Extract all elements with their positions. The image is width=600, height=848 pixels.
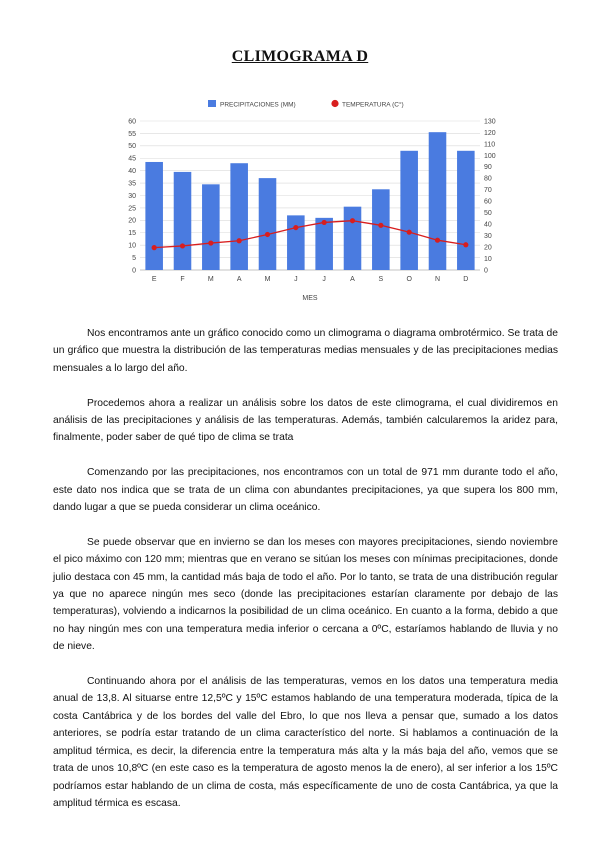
y-right-tick-label: 30 <box>484 233 492 241</box>
y-left-tick-label: 5 <box>132 254 136 262</box>
legend-swatch-temperature <box>331 100 338 107</box>
temperature-point <box>237 238 242 243</box>
y-right-tick-label: 0 <box>484 267 488 275</box>
climograph-chart <box>110 94 510 309</box>
temperature-point <box>350 218 355 223</box>
y-right-tick-label: 100 <box>484 152 496 160</box>
precipitation-bar <box>400 151 418 270</box>
x-tick-label: A <box>350 276 355 283</box>
y-right-tick-label: 120 <box>484 129 496 137</box>
y-right-tick-label: 130 <box>484 118 496 126</box>
y-right-tick-label: 50 <box>484 210 492 218</box>
y-left-tick-label: 30 <box>128 192 136 200</box>
precipitation-bar <box>457 151 475 270</box>
x-tick-label: M <box>264 276 271 283</box>
y-left-tick-label: 60 <box>128 118 136 126</box>
body-text <box>53 325 558 830</box>
x-axis-label: MES <box>302 295 318 302</box>
temperature-point <box>265 232 270 237</box>
x-tick-label: S <box>378 276 384 283</box>
temperature-point <box>322 220 327 225</box>
y-left-tick-label: 50 <box>128 143 136 151</box>
x-tick-label: J <box>294 276 298 283</box>
temperature-line <box>154 221 466 248</box>
y-left-tick-label: 15 <box>128 230 136 238</box>
y-left-tick-label: 10 <box>128 242 136 250</box>
precipitation-bar <box>287 215 305 270</box>
precipitation-bar <box>429 132 447 270</box>
y-right-tick-label: 70 <box>484 187 492 195</box>
y-left-tick-label: 20 <box>128 217 136 225</box>
paragraph: Procedemos ahora a realizar un análisis sobre los datos de este climograma, el cual dividiremos en análisis de las precipitaciones y análisis de las temperaturas. Además, también calcularemos la aridez para, finalmente, poder saber de qué tipo de clima se trata <box>53 397 558 444</box>
x-tick-label: N <box>434 276 441 283</box>
precipitation-bar <box>344 207 362 270</box>
x-tick-label: M <box>207 276 214 283</box>
y-left-tick-label: 35 <box>128 180 136 188</box>
x-tick-label: D <box>463 276 469 283</box>
precipitation-bar <box>145 162 163 270</box>
y-left-tick-label: 25 <box>128 205 136 213</box>
y-right-tick-label: 10 <box>484 255 492 263</box>
x-tick-label: J <box>322 276 326 283</box>
paragraph: Se puede observar que en invierno se dan los meses con mayores precipitaciones, siendo noviembre el pico máximo con 120 mm; mientras que en verano se sitúan los meses con mínimas precipitaciones, donde julio destaca con 45 mm, la cantidad más baja de todo el año. Por lo tanto, se trata de una distribución regular ya que no aparece ningún mes seco (donde las precipitaciones estarían claramente por debajo de las temperaturas), volviendo a indicarnos la posibilidad de un clima oceánico. En cuanto a la forma, debido a que no hay ningún mes con una temperatura media inferior o cercana a 0ºC, estaríamos hablando de lluvia y no de nieve. <box>53 536 558 653</box>
x-tick-label: E <box>151 276 157 283</box>
y-right-tick-label: 90 <box>484 164 492 172</box>
y-right-tick-label: 60 <box>484 198 492 206</box>
temperature-point <box>152 245 157 250</box>
y-right-tick-label: 80 <box>484 175 492 183</box>
y-left-tick-label: 55 <box>128 130 136 138</box>
precipitation-bar <box>202 184 220 270</box>
temperature-point <box>378 223 383 228</box>
temperature-point <box>463 242 468 247</box>
temperature-point <box>208 240 213 245</box>
temperature-point <box>293 225 298 230</box>
y-right-tick-label: 40 <box>484 221 492 229</box>
y-left-tick-label: 45 <box>128 155 136 163</box>
paragraph: Comenzando por las precipitaciones, nos encontramos con un total de 971 mm durante todo el año, este dato nos indica que se trata de un clima con abundantes precipitaciones, ya que supera los 800 mm, dando lugar a que se pueda considerar un clima oceánico. <box>53 467 558 514</box>
x-tick-label: A <box>236 276 242 283</box>
y-right-tick-label: 20 <box>484 244 492 252</box>
legend-label-precipitation: PRECIPITACIONES (MM) <box>220 101 296 109</box>
legend-swatch-precipitation <box>208 100 216 107</box>
legend-label-temperature: TEMPERATURA (C°) <box>342 101 404 109</box>
precipitation-bar <box>230 163 248 270</box>
y-left-tick-label: 0 <box>132 267 136 275</box>
temperature-point <box>180 243 185 248</box>
paragraph: Nos encontramos ante un gráfico conocido como un climograma o diagrama ombrotérmico. Se trata de un gráfico que muestra la distribución de las temperaturas medias mensuales y de las precipitaciones medias mensuales a lo largo del año. <box>53 328 558 374</box>
x-tick-label: F <box>180 276 185 283</box>
precipitation-bar <box>174 172 192 270</box>
temperature-point <box>407 230 412 235</box>
y-left-tick-label: 40 <box>128 168 136 176</box>
temperature-point <box>435 238 440 243</box>
x-tick-label: O <box>406 276 412 283</box>
precipitation-bar <box>315 218 333 270</box>
page-title: CLIMOGRAMA D <box>231 48 369 65</box>
paragraph: Continuando ahora por el análisis de las temperaturas, vemos en los datos una temperatura media anual de 13,8. Al situarse entre 12,5ºC y 15ºC estamos hablando de una temperatura moderada, típica de la costa Cantábrica y de los bordes del valle del Ebro, lo que nos lleva a pensar que, sumado a los datos anteriores, se podría estar tratando de un clima característico del norte. Si hablamos a continuación de la amplitud térmica, es decir, la diferencia entre la temperatura más alta y la más baja del año, vemos que se trata de unos 10,8ºC (en este caso es la temperatura de agosto menos la de enero), al ser inferior a los 15ºC podríamos estar hablando de un clima de costa, más específicamente de uno de costa Cantábrica, ya que la amplitud térmica es escasa. <box>53 676 558 809</box>
precipitation-bar <box>259 178 277 270</box>
precipitation-bar <box>372 189 390 270</box>
y-right-tick-label: 110 <box>484 141 496 149</box>
